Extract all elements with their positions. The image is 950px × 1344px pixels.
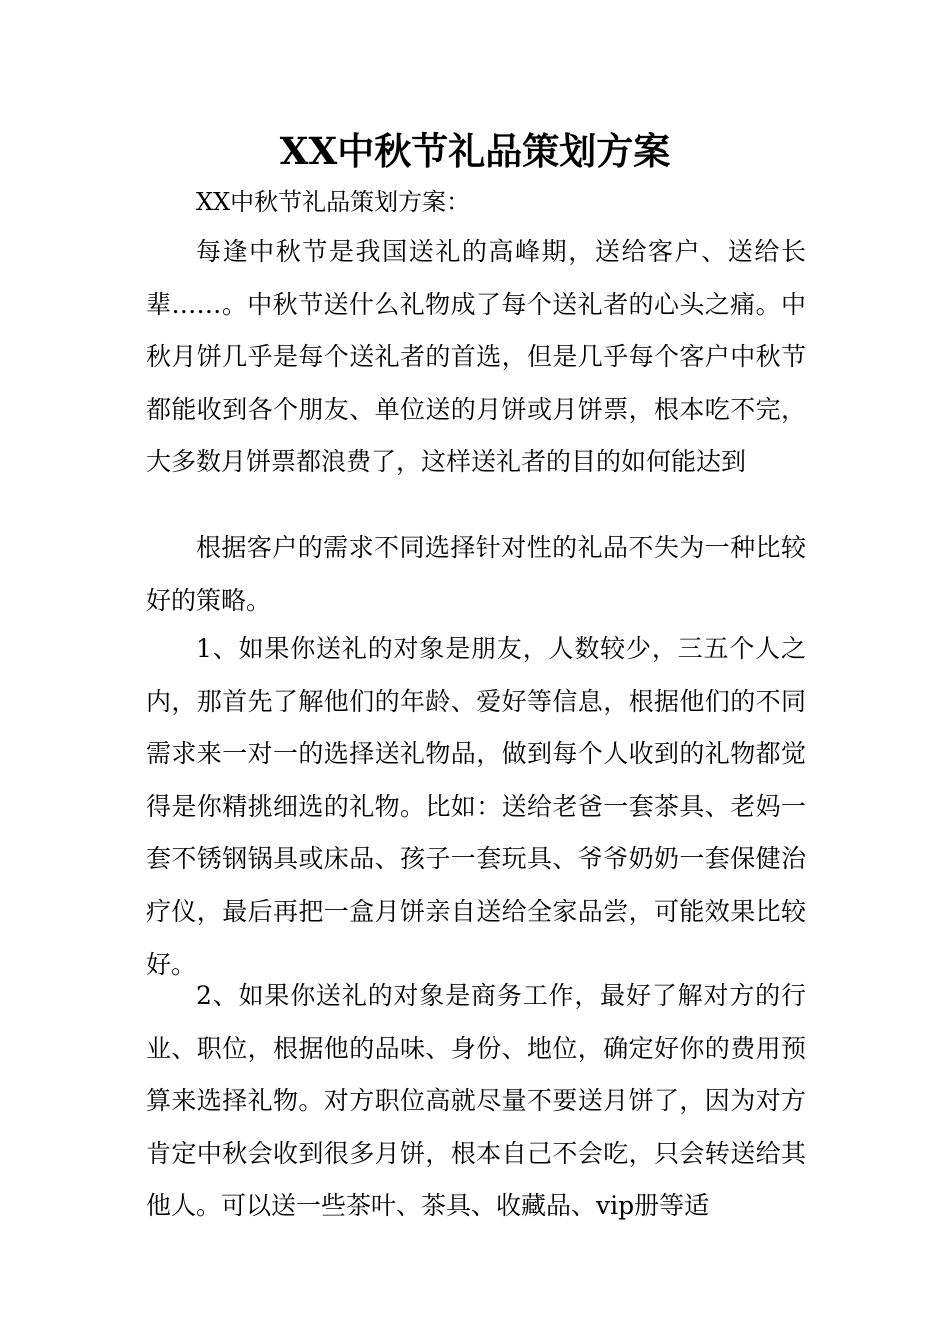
paragraph-business: 2、如果你送礼的对象是商务工作，最好了解对方的行业、职位，根据他的品味、身份、地位，确定好你的费用预算来选择礼物。对方职位高就尽量不要送月饼了，因为对方肯定中秋会收到很多月饼，根本自己不会吃，只会转送给其他人。可以送一些茶叶、茶具、收藏品、vip册等适 [146, 981, 806, 1221]
document-title: XX中秋节礼品策划方案 [279, 129, 671, 173]
paragraph-intro: 每逢中秋节是我国送礼的高峰期，送给客户、送给长辈……。中秋节送什么礼物成了每个送礼者的心头之痛。中秋月饼几乎是每个送礼者的首选，但是几乎每个客户中秋节都能收到各个朋友、单位送的月饼或月饼票，根本吃不完，大多数月饼票都浪费了，这样送礼者的目的如何能达到 [146, 237, 806, 477]
document-subtitle: XX中秋节礼品策划方案： [196, 188, 471, 216]
paragraph-friends: 1、如果你送礼的对象是朋友，人数较少，三五个人之内，那首先了解他们的年龄、爱好等信息，根据他们的不同需求来一对一的选择送礼物品，做到每个人收到的礼物都觉得是你精挑细选的礼物。比如：送给老爸一套茶具、老妈一套不锈钢锅具或床品、孩子一套玩具、爷爷奶奶一套保健治疗仪，最后再把一盒月饼亲自送给全家品尝，可能效果比较好。 [146, 634, 806, 979]
paragraph-strategy: 根据客户的需求不同选择针对性的礼品不失为一种比较好的策略。 [146, 533, 806, 615]
